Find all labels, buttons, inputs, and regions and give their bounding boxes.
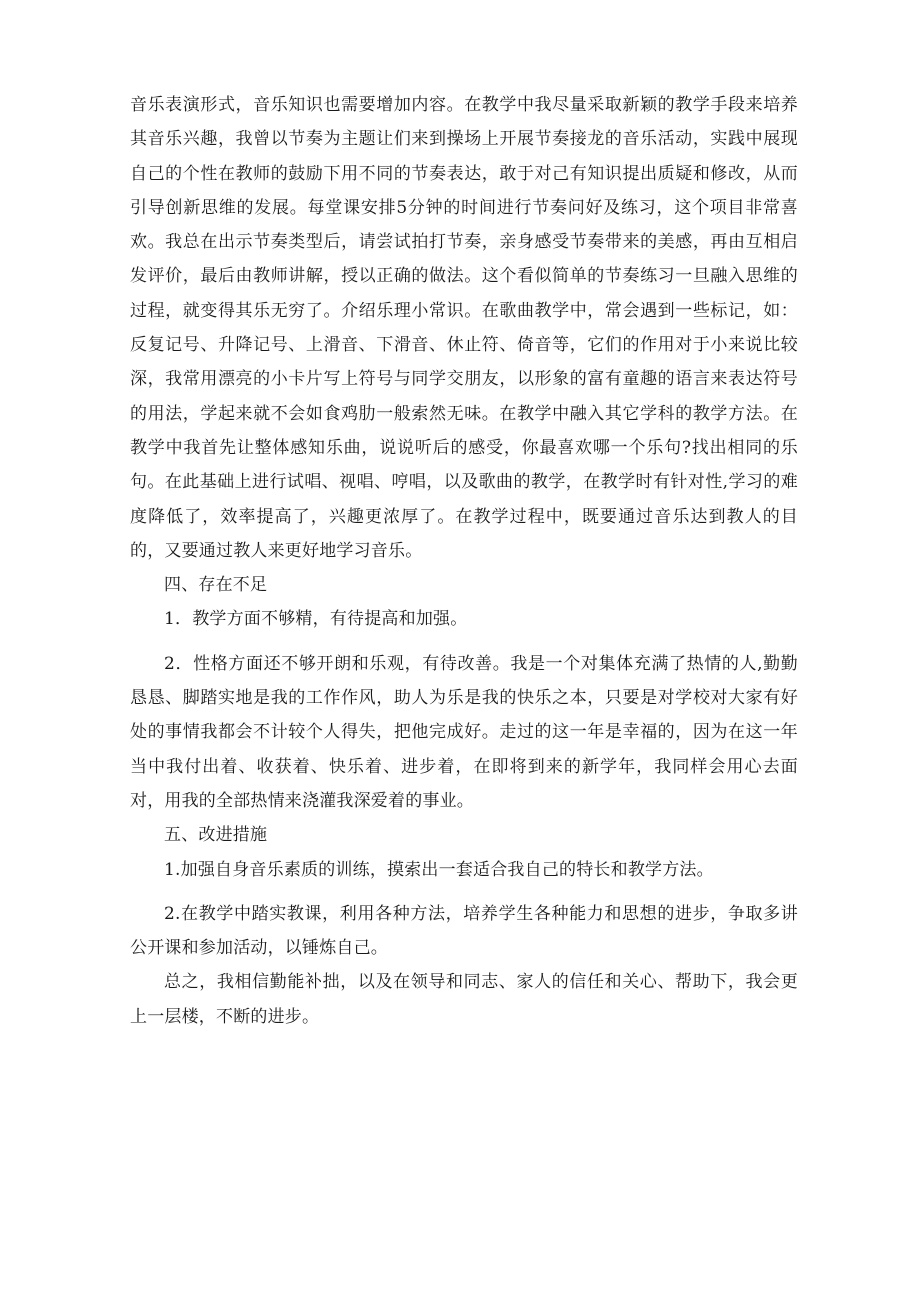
list-item-shortcoming-2: 2．性格方面还不够开朗和乐观，有待改善。我是一个对集体充满了热情的人,勤勤恳恳、脚踏实地是我的工作作风，助人为乐是我的快乐之本，只要是对学校对大家有好处的事情我都会不计较个人得失，把他完成好。走过的这一年是幸福的，因为在这一年当中我付出着、收获着、快乐着、进步着，在即将到来的新学年，我同样会用心去面对，用我的全部热情来浇灌我深爱着的事业。: [130, 653, 798, 811]
list-item-improvement-1: 1.加强自身音乐素质的训练，摸索出一套适合我自己的特长和教学方法。: [164, 859, 714, 880]
document-page: [130, 88, 798, 1034]
heading-shortcomings: 四、存在不足: [164, 575, 268, 596]
paragraph-conclusion: 总之，我相信勤能补拙，以及在领导和同志、家人的信任和关心、帮助下，我会更上一层楼，不断的进步。: [130, 972, 798, 1027]
heading-improvements: 五、改进措施: [164, 825, 268, 846]
list-item-shortcoming-1: 1．教学方面不够精，有待提高和加强。: [164, 609, 468, 630]
paragraph-music-teaching: 音乐表演形式，音乐知识也需要增加内容。在教学中我尽量采取新颖的教学手段来培养其音乐兴趣，我曾以节奏为主题让们来到操场上开展节奏接龙的音乐活动，实践中展现自己的个性在教师的鼓励下用不同的节奏表达，敢于对己有知识提出质疑和修改，从而引导创新思维的发展。每堂课安排5分钟的时间进行节奏问好及练习，这个项目非常喜欢。我总在出示节奏类型后，请尝试拍打节奏，亲身感受节奏带来的美感，再由互相启发评价，最后由教师讲解，授以正确的做法。这个看似简单的节奏练习一旦融入思维的过程，就变得其乐无穷了。介绍乐理小常识。在歌曲教学中，常会遇到一些标记，如：反复记号、升降记号、上滑音、下滑音、休止符、倚音等，它们的作用对于小来说比较深，我常用漂亮的小卡片写上符号与同学交朋友，以形象的富有童趣的语言来表达符号的用法，学起来就不会如食鸡肋一般索然无味。在教学中融入其它学科的教学方法。在教学中我首先让整体感知乐曲，说说听后的感受，你最喜欢哪一个乐句?找出相同的乐句。在此基础上进行试唱、视唱、哼唱，以及歌曲的教学，在教学时有针对性,学习的难度降低了，效率提高了，兴趣更浓厚了。在教学过程中，既要通过音乐达到教人的目的，又要通过教人来更好地学习音乐。: [130, 95, 798, 561]
list-item-improvement-2: 2.在教学中踏实教课，利用各种方法，培养学生各种能力和思想的进步，争取多讲公开课和参加活动，以锤炼自己。: [130, 903, 798, 959]
